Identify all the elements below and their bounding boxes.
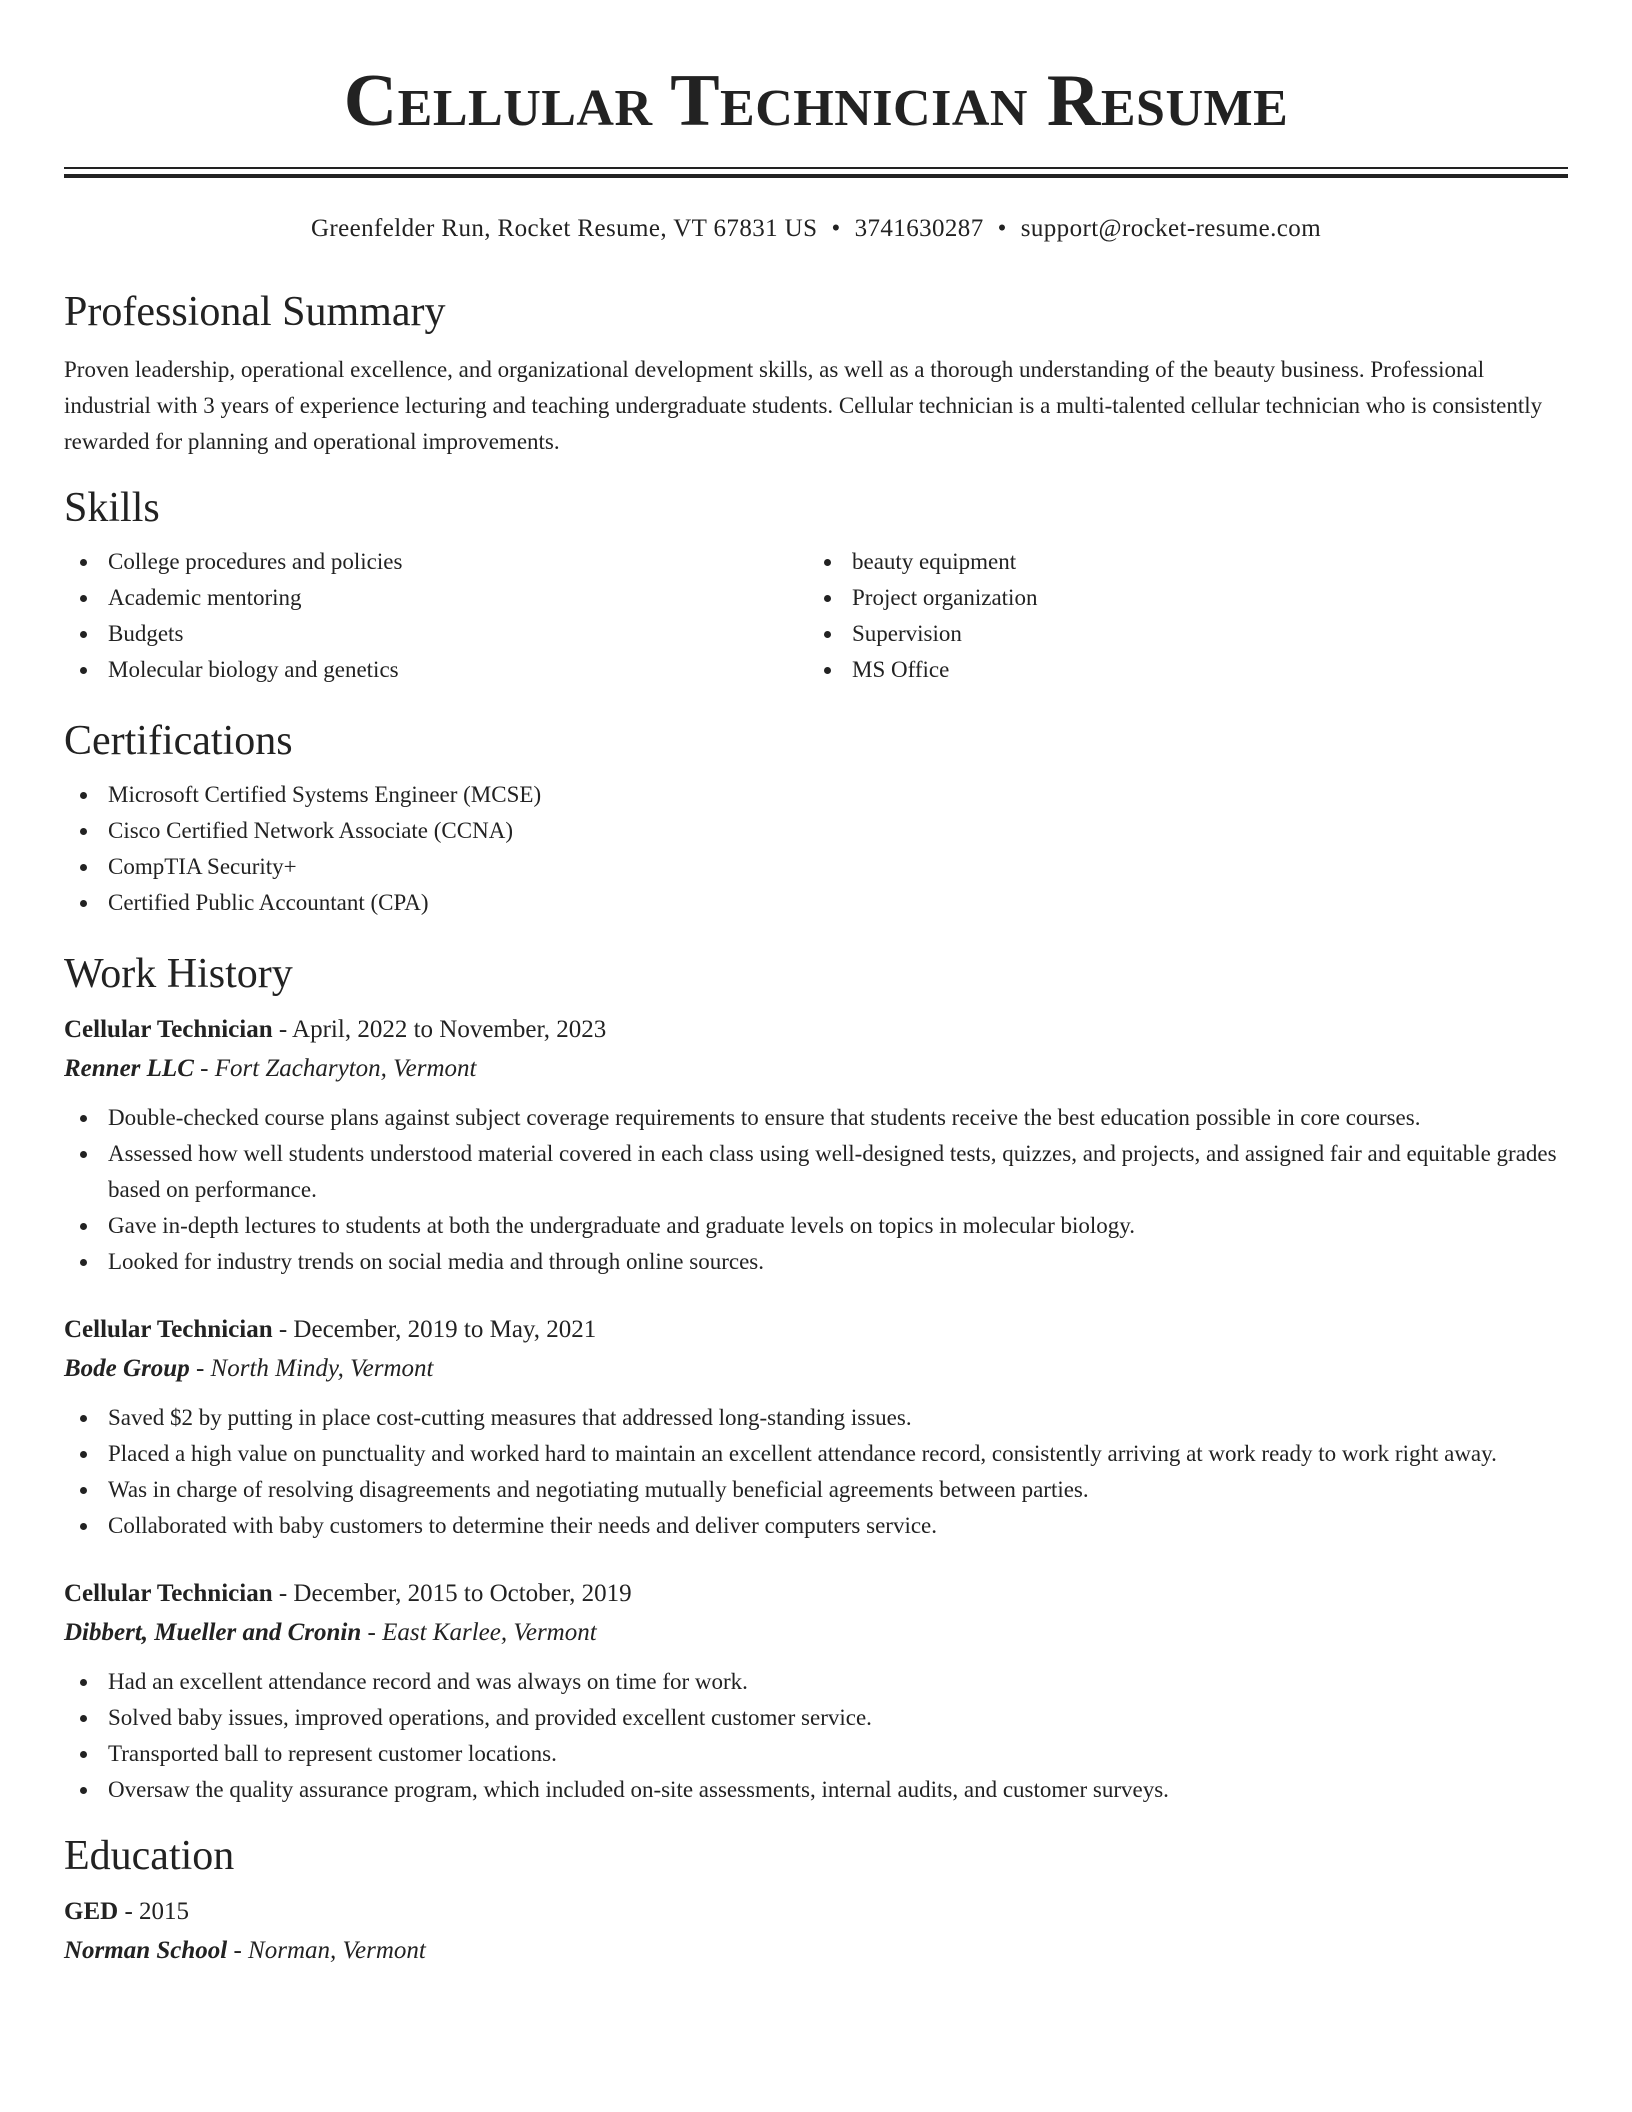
bullet-dot [80,1415,87,1422]
job-header [64,1012,1568,1048]
bullet-dot [80,1787,87,1794]
bullet-dot [80,828,87,835]
contact-line [64,214,1568,244]
bullet-dot [80,559,87,566]
bullet-dot [824,667,831,674]
job-company: Bode Group [64,1355,190,1382]
bullet-dot [80,900,87,907]
resume-title: Cellular Technician Resume [343,60,1289,142]
job-bullet: Collaborated with baby customers to determine their needs and deliver computers service. [64,1508,1568,1544]
job-title: Cellular Technician [64,1016,273,1043]
bullet-dot [80,1451,87,1458]
job-dates: - December, 2019 to May, 2021 [272,1316,597,1343]
job-bullets [64,1400,1568,1544]
certification-item: Certified Public Accountant (CPA) [64,885,1568,921]
job-bullet: Placed a high value on punctuality and worked hard to maintain an excellent attendance record, consistently arriving at work ready to work right away. [64,1436,1568,1472]
job-bullets [64,1664,1568,1808]
bullet-dot [80,1151,87,1158]
skill-item: MS Office [808,652,1552,688]
skills-list-right [808,544,1552,688]
bullet-dot [824,559,831,566]
education-entry [64,1894,1568,1969]
job-entry [64,1576,1568,1808]
job-bullet: Transported ball to represent customer locations. [64,1736,1568,1772]
certifications-list [64,777,1568,921]
skill-item: Molecular biology and genetics [64,652,808,688]
job-bullet: Had an excellent attendance record and was always on time for work. [64,1664,1568,1700]
job-employer [64,1615,1568,1651]
job-dates: - April, 2022 to November, 2023 [272,1016,607,1043]
bullet-dot [80,595,87,602]
contact-separator: • [831,215,841,242]
job-bullet: Oversaw the quality assurance program, which included on-site assessments, internal audits, and customer surveys. [64,1772,1568,1808]
bullet-dot [80,864,87,871]
job-entry [64,1312,1568,1544]
job-bullet: Assessed how well students understood material covered in each class using well-designed tests, quizzes, and projects, and assigned fair and equitable grades based on performance. [64,1136,1568,1208]
skill-item: beauty equipment [808,544,1552,580]
bullet-dot [824,631,831,638]
title-rule-thin [64,167,1568,169]
education-institution [64,1933,1568,1969]
job-employer [64,1051,1568,1087]
job-location: - East Karlee, Vermont [361,1619,597,1646]
job-bullet: Double-checked course plans against subject coverage requirements to ensure that students receive the best education possible in core courses. [64,1100,1568,1136]
skills-list-left [64,544,808,688]
job-bullet: Saved $2 by putting in place cost-cutting measures that addressed long-standing issues. [64,1400,1568,1436]
job-bullet: Was in charge of resolving disagreements and negotiating mutually beneficial agreements between parties. [64,1472,1568,1508]
skills-grid [64,544,1568,688]
certification-item: CompTIA Security+ [64,849,1568,885]
bullet-dot [80,1223,87,1230]
job-employer [64,1351,1568,1387]
job-title: Cellular Technician [64,1580,273,1607]
job-bullet: Gave in-depth lectures to students at both the undergraduate and graduate levels on topics in molecular biology. [64,1208,1568,1244]
job-company: Dibbert, Mueller and Cronin [64,1619,362,1646]
job-bullets [64,1100,1568,1280]
skill-item: Supervision [808,616,1552,652]
job-header [64,1312,1568,1348]
bullet-dot [824,595,831,602]
job-title: Cellular Technician [64,1316,273,1343]
certifications-heading: Certifications [64,718,293,764]
job-location: - Fort Zacharyton, Vermont [193,1055,477,1082]
certification-item: Microsoft Certified Systems Engineer (MCSE) [64,777,1568,813]
education-year: - 2015 [118,1898,190,1925]
contact-phone: 3741630287 [854,215,984,242]
job-bullet: Solved baby issues, improved operations, and provided excellent customer service. [64,1700,1568,1736]
job-entry [64,1012,1568,1280]
job-bullet: Looked for industry trends on social media and through online sources. [64,1244,1568,1280]
work-history-heading: Work History [64,951,293,997]
skill-item: Budgets [64,616,808,652]
bullet-dot [80,792,87,799]
education-degree: GED [64,1898,119,1925]
bullet-dot [80,1715,87,1722]
education-heading: Education [64,1833,235,1879]
job-company: Renner LLC [64,1055,194,1082]
job-location: - North Mindy, Vermont [189,1355,434,1382]
job-header [64,1576,1568,1612]
skill-item: College procedures and policies [64,544,808,580]
skill-item: Academic mentoring [64,580,808,616]
education-location: - Norman, Vermont [227,1937,426,1964]
skill-item: Project organization [808,580,1552,616]
contact-address: Greenfelder Run, Rocket Resume, VT 67831 US [310,215,818,242]
summary-text: Proven leadership, operational excellence, and organizational development skills, as well as a thorough understanding of the beauty business. Professional industrial with 3 years of experience lecturing and teaching undergraduate students. Cellular technician is a multi-talented cellular technician who is consistently rewarded for planning and operational improvements. [64,357,1543,454]
bullet-dot [80,667,87,674]
bullet-dot [80,1259,87,1266]
skills-heading: Skills [64,485,160,531]
job-dates: - December, 2015 to October, 2019 [272,1580,632,1607]
summary-heading: Professional Summary [64,289,446,335]
contact-email: support@rocket-resume.com [1020,215,1322,242]
bullet-dot [80,631,87,638]
contact-separator: • [997,215,1007,242]
bullet-dot [80,1679,87,1686]
bullet-dot [80,1487,87,1494]
certification-item: Cisco Certified Network Associate (CCNA) [64,813,1568,849]
education-school: Norman School [64,1937,228,1964]
bullet-dot [80,1115,87,1122]
education-header [64,1894,1568,1930]
bullet-dot [80,1523,87,1530]
bullet-dot [80,1751,87,1758]
title-rule-thick [64,174,1568,178]
